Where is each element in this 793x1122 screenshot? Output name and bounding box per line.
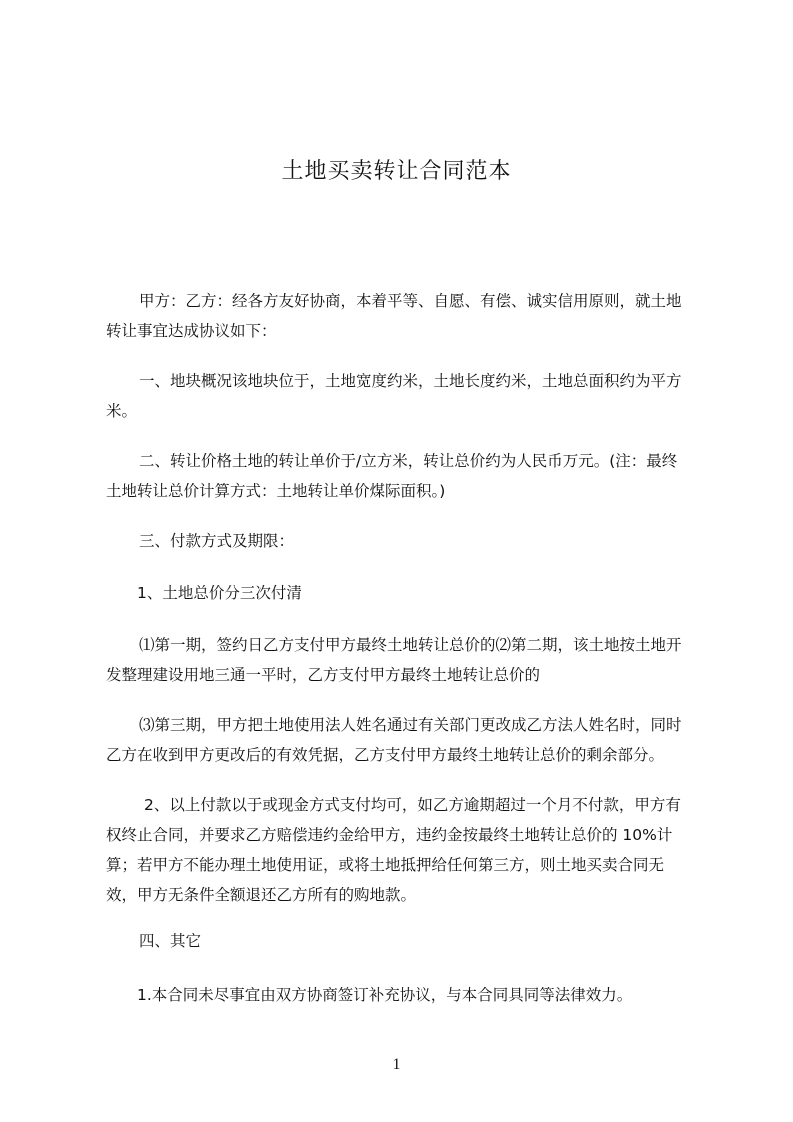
supplementary-agreement-item: 1.本合同未尽事宜由双方协商签订补充协议，与本合同具同等法律效力。	[137, 986, 633, 1004]
page-title: 土地买卖转让合同范本	[281, 158, 512, 184]
three-installments-item: 1、土地总价分三次付清	[137, 584, 302, 602]
first-second-installment-paragraph: ⑴第一期，签约日乙方支付甲方最终土地转让总价的⑵第二期，该土地按土地开发整理建设用地三通一平时，乙方支付甲方最终土地转让总价的	[106, 636, 682, 684]
page-number: 1	[392, 1056, 401, 1073]
third-installment-paragraph: ⑶第三期，甲方把土地使用法人姓名通过有关部门更改成乙方法人姓名时，同时乙方在收到甲方更改后的有效凭据，乙方支付甲方最终土地转让总价的剩余部分。	[106, 716, 682, 764]
party-agreement-paragraph: 甲方：乙方：经各方友好协商，本着平等、自愿、有偿、诚实信用原则，就土地转让事宜达成协议如下：	[106, 292, 682, 340]
land-overview-paragraph: 一、地块概况该地块位于，土地宽度约米，土地长度约米，土地总面积约为平方米。	[106, 372, 682, 420]
payment-terms-paragraph: 2、以上付款以于或现金方式支付均可，如乙方逾期超过一个月不付款，甲方有权终止合同，并要求乙方赔偿违约金给甲方，违约金按最终土地转让总价的 10%计算；若甲方不能办理土地使用证，或将土地抵押给任何第三方，则土地买卖合同无效，甲方无条件全额退还乙方所有的购地款。	[106, 796, 681, 904]
other-section-heading: 四、其它	[139, 932, 202, 950]
transfer-price-paragraph: 二、转让价格土地的转让单价于/立方米，转让总价约为人民币万元。(注：最终土地转让总价计算方式：土地转让单价煤际面积。)	[106, 452, 678, 500]
payment-method-heading: 三、付款方式及期限：	[139, 532, 295, 550]
